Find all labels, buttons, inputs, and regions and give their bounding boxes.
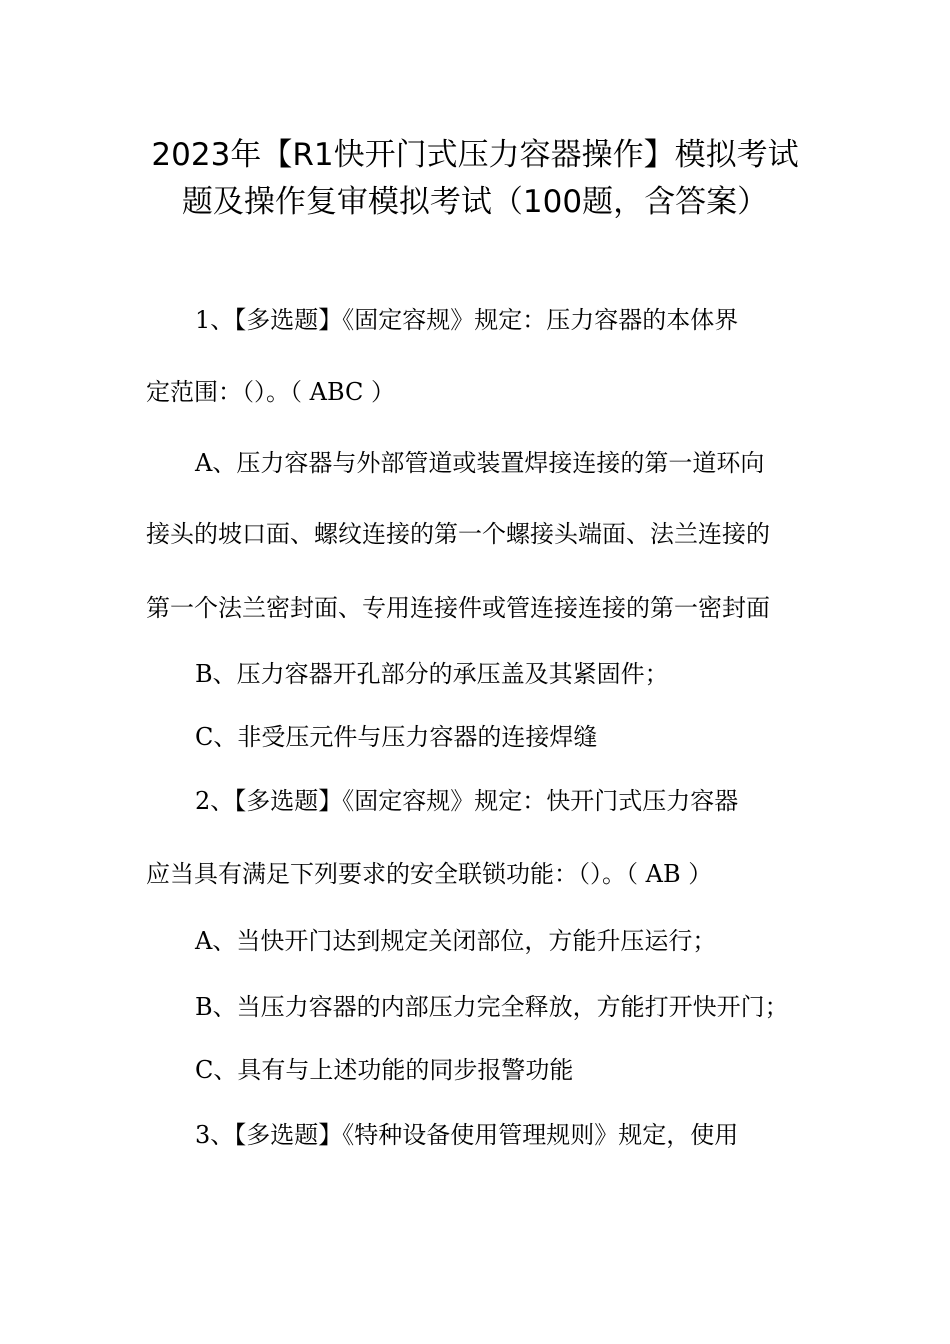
question-2-option-b: B、当压力容器的内部压力完全释放，方能打开快开门； <box>195 993 789 1021</box>
question-1-option-a-continued: 第一个法兰密封面、专用连接件或管连接连接的第一密封面 <box>146 594 770 622</box>
question-2-option-c: C、具有与上述功能的同步报警功能 <box>195 1056 574 1084</box>
question-1-stem: 1、【多选题】《固定容规》规定：压力容器的本体界 <box>195 306 739 334</box>
question-2-stem: 2、【多选题】《固定容规》规定：快开门式压力容器 <box>195 787 739 815</box>
question-2-option-a: A、当快开门达到规定关闭部位，方能升压运行； <box>195 927 717 955</box>
question-2-stem-continued: 应当具有满足下列要求的安全联锁功能：（）。（ AB ） <box>146 860 713 888</box>
document-title-line-2: 题及操作复审模拟考试（100题，含答案） <box>181 184 769 220</box>
question-1-option-c: C、非受压元件与压力容器的连接焊缝 <box>195 723 598 751</box>
question-1-option-b: B、压力容器开孔部分的承压盖及其紧固件； <box>195 660 669 688</box>
question-1-option-a-continued: 接头的坡口面、螺纹连接的第一个螺接头端面、法兰连接的 <box>146 520 770 548</box>
question-1-stem-continued: 定范围：（）。（ ABC ） <box>146 378 396 406</box>
question-3-stem: 3、【多选题】《特种设备使用管理规则》规定，使用 <box>195 1121 739 1149</box>
question-1-option-a: A、压力容器与外部管道或装置焊接连接的第一道环向 <box>195 449 765 477</box>
document-title-line-1: 2023年【R1快开门式压力容器操作】模拟考试 <box>151 137 799 173</box>
